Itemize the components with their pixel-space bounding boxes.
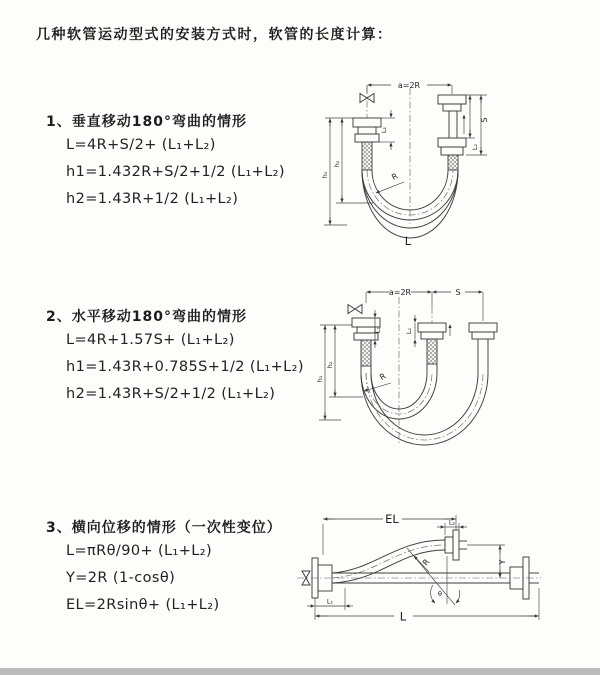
- dim-label-h2: h₂: [333, 160, 341, 168]
- hose-braid-middle: [427, 339, 437, 364]
- right-fitting-moved: [469, 323, 497, 339]
- dim-s-l2: [464, 95, 489, 155]
- section-3-formula-el: EL=2Rsinθ+ (L₁+L₂): [66, 597, 220, 613]
- diagram-lateral-displacement: [295, 500, 570, 660]
- radius-leader: [414, 556, 432, 572]
- dim-label-l2: L₂: [448, 518, 456, 527]
- dim-label-l2: L₂: [471, 143, 479, 151]
- dim-a2r-s: [366, 288, 483, 321]
- hose-braid-left: [361, 340, 371, 366]
- length-label: L: [399, 609, 407, 624]
- radius-label: R: [378, 371, 388, 383]
- dim-label-l1: L₁: [326, 597, 334, 606]
- middle-fitting: [418, 323, 446, 339]
- section-2-formula-l: L=4R+1.57S+ (L₁+L₂): [66, 332, 235, 348]
- hose-braid-left: [362, 142, 372, 170]
- radius-label: R: [390, 171, 400, 183]
- left-fitting: [353, 118, 381, 142]
- dim-label-el: EL: [385, 512, 399, 526]
- dim-label-l1: L₁: [380, 126, 388, 134]
- hose-braid-right: [448, 155, 458, 170]
- section-1-formula-h2: h2=1.43R+1/2 (L₁+L₂): [66, 191, 239, 207]
- section-1-formula-h1: h1=1.432R+S/2+1/2 (L₁+L₂): [66, 164, 285, 180]
- section-2-formula-h1: h1=1.43R+0.785S+1/2 (L₁+L₂): [66, 359, 304, 375]
- diagram-vertical-180-bend: [305, 72, 555, 257]
- page-bottom-edge: [0, 668, 600, 675]
- dim-label-h1: h₁: [316, 375, 324, 383]
- dim-label-l1: L₁: [374, 326, 382, 334]
- section-3-heading: 3、横向位移的情形（一次性变位）: [46, 520, 282, 536]
- dim-h1-h2: [316, 325, 363, 420]
- dim-a2r: [367, 81, 452, 94]
- dim-l1: [374, 310, 382, 348]
- section-2-formula-h2: h2=1.43R+S/2+1/2 (L₁+L₂): [66, 386, 276, 402]
- right-fitting-lower: [438, 138, 466, 155]
- right-flange-upper: [445, 530, 467, 560]
- dim-l2: [437, 519, 467, 536]
- dim-el: [323, 512, 456, 555]
- dim-l1: [307, 588, 353, 620]
- length-label: L: [404, 234, 412, 248]
- hose-u-arcs: [362, 170, 458, 238]
- hose-u-arcs-position2: [361, 373, 488, 445]
- valve-icon: [348, 305, 362, 314]
- section-1-formula-l: L=4R+S/2+ (L₁+L₂): [66, 137, 216, 153]
- dim-l1: [379, 110, 395, 150]
- dim-label-a2r: a=2R: [397, 81, 421, 90]
- dim-label-y: Y: [498, 559, 507, 565]
- dim-label-l2: L₂: [405, 327, 413, 335]
- section-1-heading: 1、垂直移动180°弯曲的情形: [46, 114, 247, 130]
- dim-label-h1: h₁: [321, 171, 329, 179]
- radius-label: R: [420, 557, 432, 568]
- dim-label-s: S: [455, 288, 461, 297]
- dim-label-h2: h₂: [326, 361, 334, 369]
- section-3-formula-y: Y=2R (1-cosθ): [66, 570, 176, 586]
- angle-label: θ: [438, 590, 442, 598]
- dim-label-a2r: a=2R: [388, 288, 412, 297]
- radius-leader: [376, 171, 404, 193]
- section-3-formula-l: L=πRθ/90+ (L₁+L₂): [66, 543, 213, 559]
- section-2-heading: 2、水平移动180°弯曲的情形: [46, 309, 247, 325]
- page-title: 几种软管运动型式的安装方式时，软管的长度计算：: [36, 27, 393, 43]
- right-fitting-upper: [438, 95, 466, 111]
- diagram-horizontal-180-bend: [305, 283, 565, 463]
- dim-label-s: S: [480, 117, 489, 123]
